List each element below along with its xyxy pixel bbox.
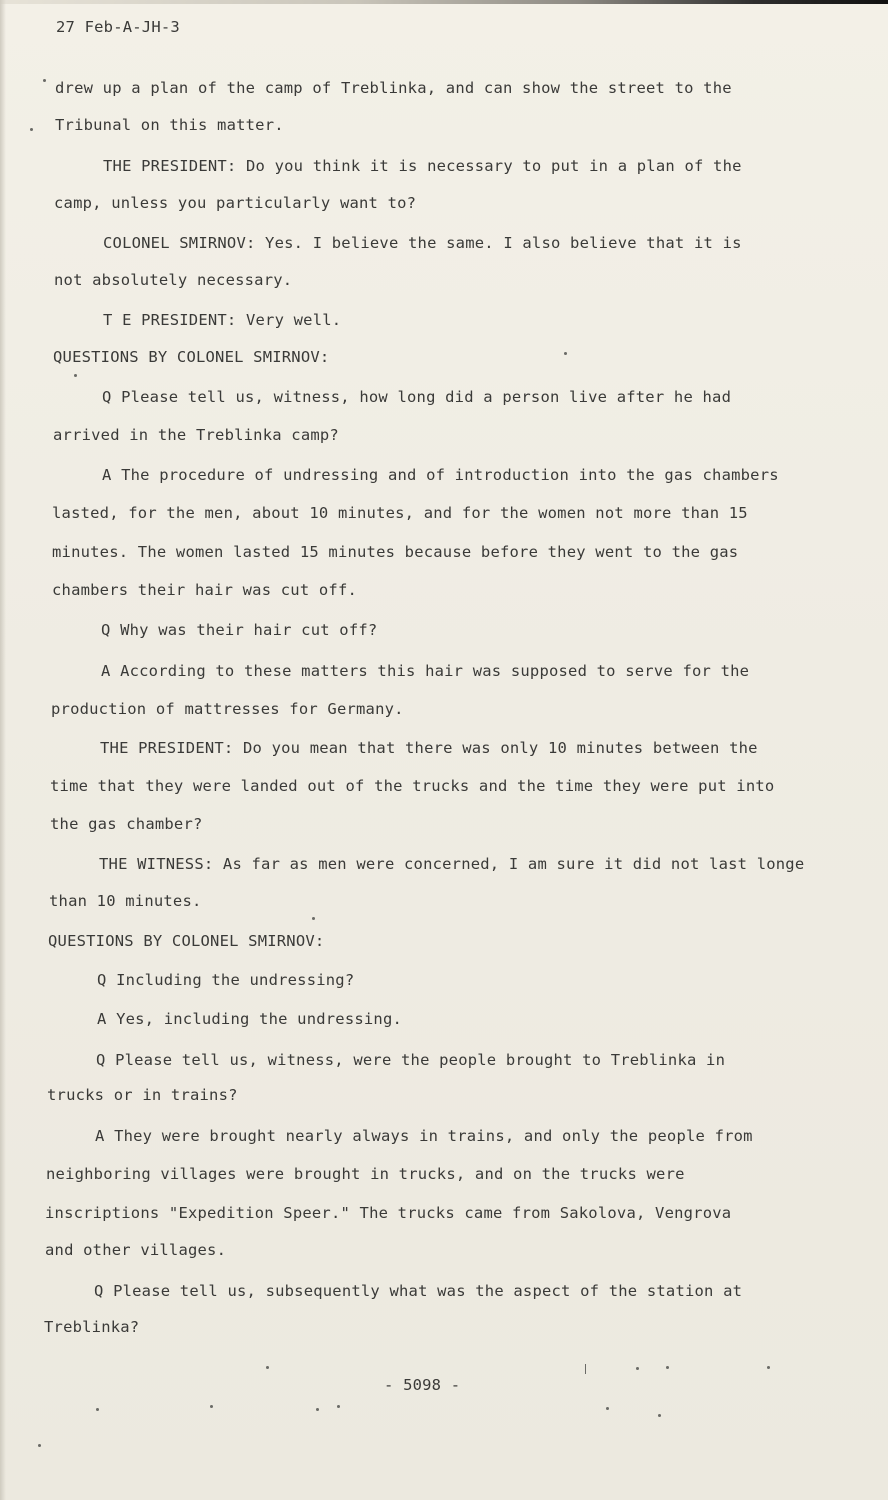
paper-speck xyxy=(767,1366,770,1369)
answer-line: A They were brought nearly always in trains, and only the people from xyxy=(95,1127,753,1145)
paper-speck xyxy=(43,79,46,82)
paper-speck xyxy=(316,1408,319,1411)
paper-speck xyxy=(210,1405,213,1408)
section-heading: QUESTIONS BY COLONEL SMIRNOV: xyxy=(53,348,330,366)
text-line: not absolutely necessary. xyxy=(54,271,293,289)
speaker-line: COLONEL SMIRNOV: Yes. I believe the same. I also believe that it is xyxy=(103,234,742,252)
paper-speck xyxy=(38,1444,41,1447)
text-line: production of mattresses for Germany. xyxy=(51,700,404,718)
question-line: Q Please tell us, witness, were the people brought to Treblinka in xyxy=(96,1051,726,1069)
paper-speck xyxy=(636,1367,639,1370)
text-line: trucks or in trains? xyxy=(47,1086,238,1104)
answer-line: A Yes, including the undressing. xyxy=(97,1010,403,1028)
question-line: Q Please tell us, subsequently what was the aspect of the station at xyxy=(94,1282,743,1300)
text-line: minutes. The women lasted 15 minutes because before they went to the gas xyxy=(52,543,739,561)
page-left-edge-shadow xyxy=(0,0,6,1500)
text-line: and other villages. xyxy=(45,1241,227,1259)
text-line: camp, unless you particularly want to? xyxy=(54,194,417,212)
section-heading: QUESTIONS BY COLONEL SMIRNOV: xyxy=(48,932,325,950)
text-line: neighboring villages were brought in trucks, and on the trucks were xyxy=(46,1165,685,1183)
speaker-line: THE PRESIDENT: Do you mean that there was only 10 minutes between the xyxy=(100,739,758,757)
text-line: drew up a plan of the camp of Treblinka, and can show the street to the xyxy=(55,79,732,97)
text-line: Tribunal on this matter. xyxy=(55,116,284,134)
paper-speck xyxy=(96,1408,99,1411)
paper-speck xyxy=(337,1405,340,1408)
text-line: chambers their hair was cut off. xyxy=(52,581,358,599)
page-header-reference: 27 Feb-A-JH-3 xyxy=(56,18,180,36)
paper-speck xyxy=(312,917,315,920)
paper-speck xyxy=(666,1366,669,1369)
speaker-line: THE WITNESS: As far as men were concerned, I am sure it did not last longe xyxy=(99,855,805,873)
text-line: arrived in the Treblinka camp? xyxy=(53,426,339,444)
paper-speck xyxy=(564,352,567,355)
text-line: the gas chamber? xyxy=(50,815,203,833)
paper-speck xyxy=(74,374,77,377)
paper-speck xyxy=(606,1407,609,1410)
paper-speck xyxy=(30,128,33,131)
text-line: Treblinka? xyxy=(44,1318,140,1336)
text-line: inscriptions "Expedition Speer." The trucks came from Sakolova, Vengrova xyxy=(45,1204,732,1222)
text-line: lasted, for the men, about 10 minutes, and for the women not more than 15 xyxy=(52,504,748,522)
answer-line: A According to these matters this hair was supposed to serve for the xyxy=(101,662,750,680)
paper-speck xyxy=(585,1364,586,1374)
paper-speck xyxy=(266,1366,269,1369)
paper-speck xyxy=(658,1414,661,1417)
answer-line: A The procedure of undressing and of introduction into the gas chambers xyxy=(102,466,779,484)
page-number: - 5098 - xyxy=(384,1376,461,1394)
question-line: Q Including the undressing? xyxy=(97,971,355,989)
text-line: time that they were landed out of the trucks and the time they were put into xyxy=(50,777,775,795)
speaker-line: THE PRESIDENT: Do you think it is necessary to put in a plan of the xyxy=(103,157,742,175)
page-top-edge-shadow xyxy=(0,0,888,4)
text-line: than 10 minutes. xyxy=(49,892,202,910)
question-line: Q Please tell us, witness, how long did a person live after he had xyxy=(102,388,732,406)
question-line: Q Why was their hair cut off? xyxy=(101,621,378,639)
speaker-line: T E PRESIDENT: Very well. xyxy=(103,311,342,329)
